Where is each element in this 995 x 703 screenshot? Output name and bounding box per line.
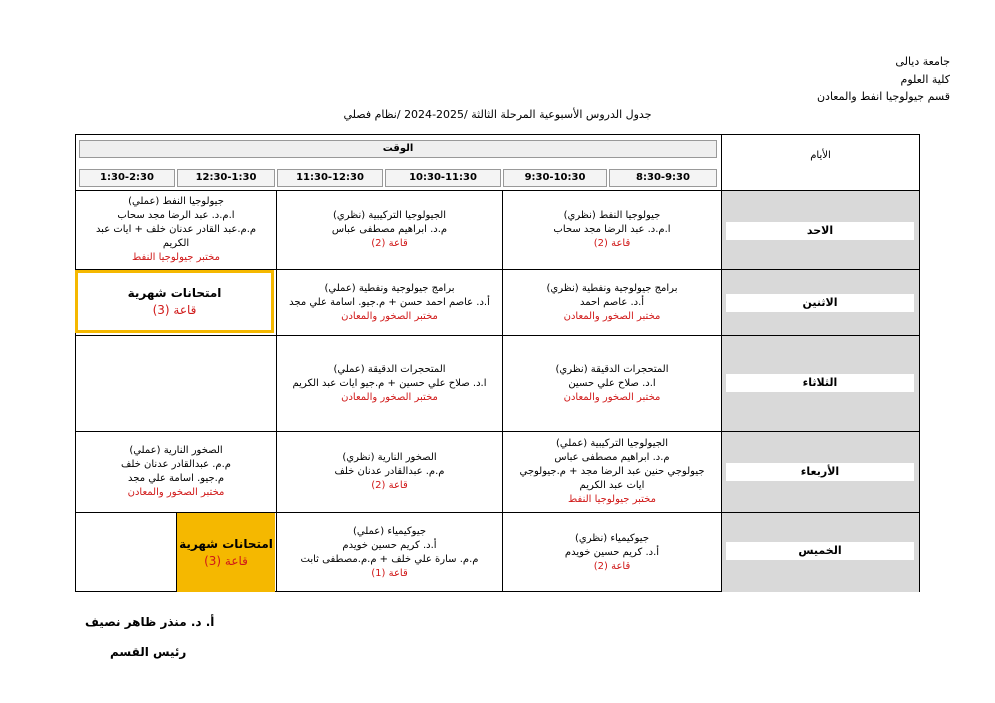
room: قاعة (1): [371, 567, 408, 579]
time-slot-6: 1:30-2:30: [79, 169, 175, 187]
signature-role: رئيس القسم: [110, 645, 187, 659]
time-slot-3: 10:30-11:30: [385, 169, 501, 187]
day-wednesday: الأربعاء: [726, 463, 914, 481]
monday-slot-c: [78, 272, 271, 331]
course-name: جيولوجيا النفط (نظري): [563, 210, 661, 221]
room: مختبر الصخور والمعادن: [341, 391, 438, 403]
instructor: م.د. ابراهيم مصطفى عباس: [331, 224, 448, 235]
assistant: جيولوجي حنين عبد الرضا مجد + م.جيولوجي: [519, 466, 705, 477]
tuesday-slot-b: [277, 336, 502, 431]
room: مختبر جيولوجيا النفط: [568, 494, 656, 505]
instructor: أ.د. كريم حسين خويدم: [342, 539, 437, 551]
day-thursday: الخميس: [726, 542, 914, 560]
thursday-slot-b: [277, 513, 502, 592]
room: مختبر الصخور والمعادن: [563, 310, 661, 322]
room: قاعة (2): [371, 480, 408, 491]
days-header: الأيام: [810, 150, 831, 161]
time-header: الوقت: [79, 140, 717, 158]
sunday-slot-a: [503, 191, 721, 269]
course-name: جيوكيمياء (عملي): [352, 525, 427, 537]
instructor: أ.د. عاصم احمد: [579, 296, 645, 308]
room: قاعة (2): [371, 238, 408, 249]
instructor: ا.د. صلاح علي حسين + م.جيو ايات عبد الكريم: [292, 377, 487, 389]
instructor: ا.م.د. عبد الرضا مجد سحاب: [117, 210, 235, 221]
department-name: قسم جيولوجيا انفط والمعادن: [816, 90, 950, 103]
thursday-slot-a: [503, 513, 721, 592]
college-name: كلية العلوم: [900, 73, 950, 86]
room: قاعة (3): [204, 553, 248, 568]
course-name: الجيولوجيا التركيبية (عملي): [556, 438, 669, 449]
room: قاعة (2): [593, 238, 631, 249]
sunday-slot-c: [76, 191, 276, 269]
time-slot-5: 12:30-1:30: [177, 169, 275, 187]
instructor: م.م. عبدالقادر عدنان خلف: [121, 459, 231, 470]
course-name: جيولوجيا النفط (عملي): [128, 196, 224, 207]
room: مختبر الصخور والمعادن: [563, 391, 661, 403]
thursday-slot-c: [177, 513, 275, 592]
assistant-cont: الكريم: [162, 238, 190, 249]
tuesday-slot-a: [503, 336, 721, 431]
course-name: الصخور النارية (عملي): [129, 445, 223, 456]
instructor: م.د. ابراهيم مصطفى عباس: [554, 452, 670, 463]
course-name: الصخور النارية (نظري): [342, 452, 437, 463]
room: مختبر الصخور والمعادن: [127, 487, 225, 498]
signature-name: أ. د. منذر ظاهر نصيف: [85, 615, 215, 629]
instructor: ا.م.د. عبد الرضا مجد سحاب: [553, 224, 671, 235]
room: مختبر جيولوجيا النفط: [132, 252, 220, 263]
divider-days: [721, 134, 722, 592]
course-name: الجيولوجيا التركيبية (نظري): [333, 210, 446, 221]
day-tuesday: الثلاثاء: [726, 374, 914, 392]
time-slot-2: 9:30-10:30: [503, 169, 607, 187]
course-name: جيوكيمياء (نظري): [575, 532, 650, 544]
assistant: م.جيو. اسامة علي مجد: [127, 473, 225, 484]
wednesday-slot-b: [277, 432, 502, 512]
course-name: المتحجرات الدقيقة (عملي): [333, 363, 446, 375]
room: مختبر الصخور والمعادن: [341, 310, 438, 322]
wednesday-slot-c: [76, 432, 276, 512]
exam-label: امتحانات شهرية: [127, 285, 222, 300]
sunday-slot-b: [277, 191, 502, 269]
course-name: برامج جيولوجية ونفطية (عملي): [324, 282, 455, 294]
day-sunday: الاحد: [726, 222, 914, 240]
course-name: برامج جيولوجية ونفطية (نظري): [546, 282, 678, 294]
assistant: م.م.عبد القادر عدنان خلف + ايات عبد: [95, 224, 257, 235]
document-title: جدول الدروس الأسبوعية المرحلة الثالثة /2025-2024 /نظام فصلي: [343, 108, 652, 121]
instructor: م.م. عبدالقادر عدنان خلف: [334, 466, 445, 477]
instructor: أ.د. عاصم احمد حسن + م.جيو. اسامة علي مجد: [289, 296, 490, 308]
assistant-cont: ايات عبد الكريم: [579, 480, 645, 491]
instructor: ا.د. صلاح علي حسين: [568, 377, 656, 389]
exam-label: امتحانات شهرية: [179, 536, 273, 551]
assistant: م.م. سارة علي خلف + م.م.مصطفى ثابت: [300, 553, 479, 565]
course-name: المتحجرات الدقيقة (نظري): [555, 363, 669, 375]
monday-slot-b: [277, 270, 502, 335]
room: قاعة (3): [152, 302, 197, 317]
room: قاعة (2): [593, 560, 631, 572]
monday-slot-a: [503, 270, 721, 335]
wednesday-slot-a: [503, 432, 721, 512]
day-monday: الاثنين: [726, 294, 914, 312]
time-slot-1: 8:30-9:30: [609, 169, 717, 187]
instructor: أ.د. كريم حسين خويدم: [564, 546, 660, 558]
university-name: جامعة ديالى: [895, 55, 950, 68]
time-slot-4: 11:30-12:30: [277, 169, 383, 187]
